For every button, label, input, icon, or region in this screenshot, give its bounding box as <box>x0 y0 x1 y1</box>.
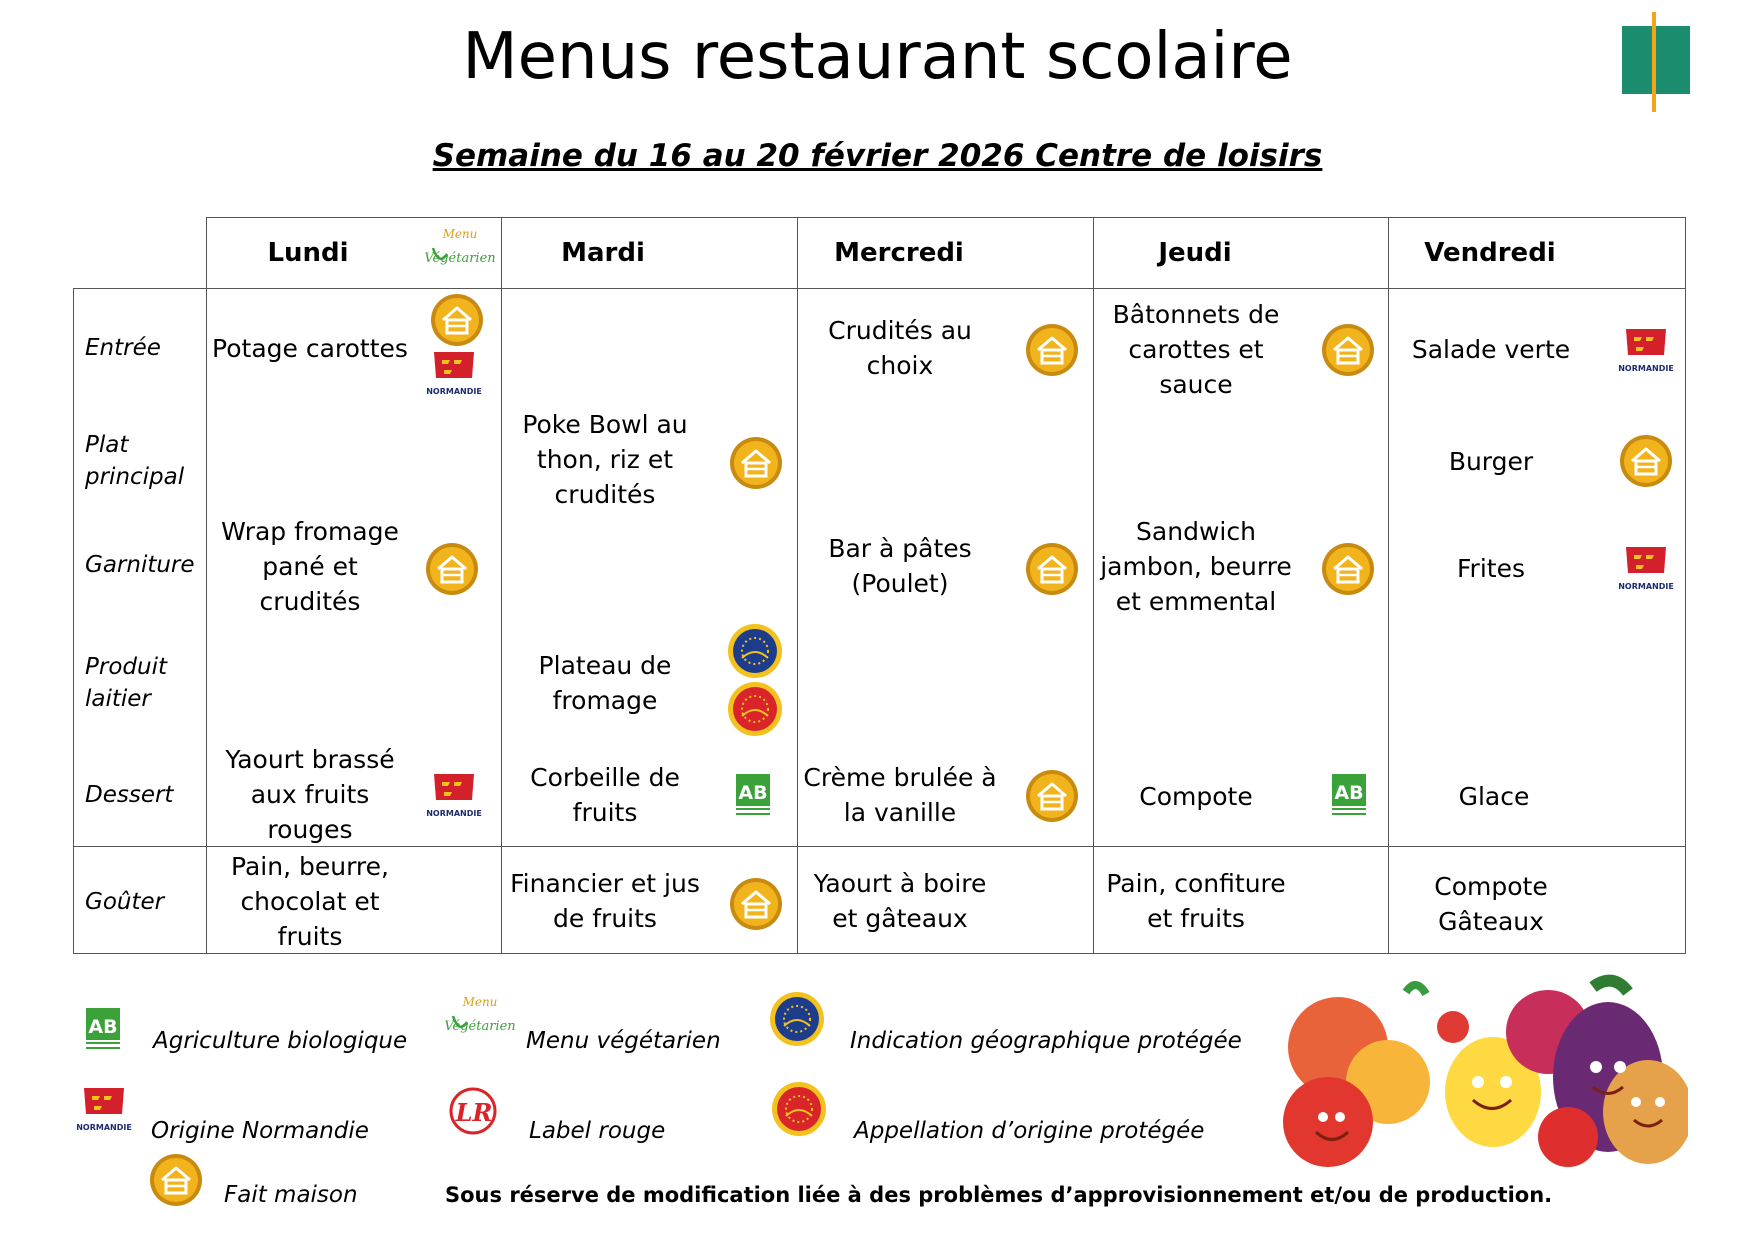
day-header-lundi: Lundi <box>267 237 349 268</box>
menu-cell-lundi-dessert: Yaourt brassé aux fruits rouges <box>225 744 395 844</box>
fait-maison-icon <box>1024 322 1080 378</box>
menu-cell-lundi-garniture: Wrap fromage pané et crudités <box>221 516 399 616</box>
fait-maison-icon <box>429 292 485 348</box>
legend-normandie-label: Origine Normandie <box>151 1118 369 1144</box>
menu-cell-lundi-entree: Potage carottes <box>212 333 408 363</box>
legend-maison-label: Fait maison <box>224 1182 358 1208</box>
grid-line <box>1093 217 1094 954</box>
fait-maison-icon <box>1320 322 1376 378</box>
svg-text:Menu: Menu <box>462 995 498 1009</box>
svg-text:NORMANDIE: NORMANDIE <box>76 1123 132 1132</box>
day-header-vendredi: Vendredi <box>1424 237 1556 268</box>
menu-cell-mercredi-dessert: Crème brulée à la vanille <box>803 763 997 827</box>
menu-cell-vendredi-dessert: Glace <box>1458 781 1530 811</box>
legend-veg-label: Menu végétarien <box>526 1028 721 1054</box>
town-logo <box>1622 12 1692 112</box>
legend-bio-label: Agriculture biologique <box>153 1028 408 1054</box>
svg-text:NORMANDIE: NORMANDIE <box>426 809 482 818</box>
menu-cell-mardi-plat: Poke Bowl au thon, riz et crudités <box>522 409 688 509</box>
vegetarian-menu-icon <box>425 224 495 276</box>
fait-maison-icon <box>148 1152 204 1208</box>
svg-text:NORMANDIE: NORMANDIE <box>1618 582 1674 591</box>
svg-text:LR: LR <box>455 1098 493 1127</box>
organic-ab-icon <box>1330 766 1368 818</box>
grid-line <box>1388 217 1389 954</box>
svg-text:Végétarien: Végétarien <box>425 251 495 266</box>
page-title: Menus restaurant scolaire <box>462 20 1293 94</box>
menu-cell-mardi-dessert: Corbeille de fruits <box>530 763 680 827</box>
svg-text:AB: AB <box>88 1016 118 1038</box>
menu-cell-jeudi-gouter: Pain, confiture et fruits <box>1106 869 1286 933</box>
fait-maison-icon <box>1024 541 1080 597</box>
organic-ab-icon <box>734 766 772 818</box>
svg-text:AB: AB <box>738 782 768 804</box>
normandie-origin-icon <box>426 770 482 820</box>
label-rouge-icon <box>446 1084 500 1138</box>
fait-maison-icon <box>728 435 784 491</box>
page-subtitle: Semaine du 16 au 20 février 2026 Centre de loisirs <box>432 138 1323 174</box>
grid-line <box>1685 217 1686 954</box>
row-label-laitier: Produit laitier <box>85 654 167 712</box>
row-label-entree: Entrée <box>85 335 161 361</box>
legend-label-rouge-label: Label rouge <box>529 1118 666 1144</box>
menu-cell-jeudi-entree: Bâtonnets de carottes et sauce <box>1112 299 1280 399</box>
day-header-jeudi: Jeudi <box>1158 237 1232 268</box>
svg-text:Végétarien: Végétarien <box>445 1019 515 1034</box>
legend-igp-label: Indication géographique protégée <box>850 1028 1242 1054</box>
normandie-origin-icon <box>1618 325 1674 375</box>
normandie-origin-icon <box>426 348 482 398</box>
fait-maison-icon <box>1618 433 1674 489</box>
day-header-mardi: Mardi <box>561 237 645 268</box>
fait-maison-icon <box>728 876 784 932</box>
igp-label-icon <box>726 622 784 680</box>
menu-cell-jeudi-garniture: Sandwich jambon, beurre et emmental <box>1100 516 1292 616</box>
normandie-origin-icon <box>1618 543 1674 593</box>
menu-cell-vendredi-plat: Burger <box>1448 446 1534 476</box>
row-label-garniture: Garniture <box>85 552 195 578</box>
supply-disclaimer: Sous réserve de modification liée à des problèmes d’approvisionnement et/ou de production. <box>445 1183 1553 1207</box>
grid-line <box>501 217 502 954</box>
normandie-origin-icon <box>76 1084 132 1134</box>
menu-cell-mardi-laitier: Plateau de fromage <box>538 651 672 715</box>
row-label-dessert: Dessert <box>85 782 174 808</box>
grid-line <box>73 288 1686 289</box>
svg-text:NORMANDIE: NORMANDIE <box>1618 364 1674 373</box>
menu-cell-vendredi-entree: Salade verte <box>1411 334 1571 364</box>
menu-cell-mercredi-garniture: Bar à pâtes (Poulet) <box>828 534 972 598</box>
menu-cell-mardi-gouter: Financier et jus de fruits <box>510 869 700 933</box>
legend-aop-label: Appellation d’origine protégée <box>854 1118 1205 1144</box>
menu-cell-mercredi-entree: Crudités au choix <box>828 316 972 380</box>
igp-label-icon <box>768 990 826 1048</box>
vegetarian-menu-icon <box>445 992 515 1044</box>
grid-line <box>73 288 74 954</box>
grid-line <box>206 217 207 954</box>
row-label-gouter: Goûter <box>85 889 165 915</box>
day-header-mercredi: Mercredi <box>834 237 964 268</box>
svg-text:AB: AB <box>1334 782 1364 804</box>
grid-line <box>797 217 798 954</box>
organic-ab-icon <box>84 1000 122 1052</box>
menu-cell-vendredi-garniture: Frites <box>1457 553 1525 583</box>
fait-maison-icon <box>1024 768 1080 824</box>
fait-maison-icon <box>1320 541 1376 597</box>
menu-cell-vendredi-gouter: Compote Gâteaux <box>1434 872 1548 936</box>
svg-text:NORMANDIE: NORMANDIE <box>426 387 482 396</box>
aop-label-icon <box>770 1080 828 1138</box>
menu-cell-lundi-gouter: Pain, beurre, chocolat et fruits <box>231 851 389 951</box>
aop-label-icon <box>726 680 784 738</box>
fruit-vegetable-illustration <box>1268 972 1688 1168</box>
menu-cell-jeudi-dessert: Compote <box>1139 781 1253 811</box>
row-label-plat: Plat principal <box>85 432 185 490</box>
svg-text:Menu: Menu <box>442 227 478 241</box>
fait-maison-icon <box>424 541 480 597</box>
menu-cell-mercredi-gouter: Yaourt à boire et gâteaux <box>813 869 987 933</box>
